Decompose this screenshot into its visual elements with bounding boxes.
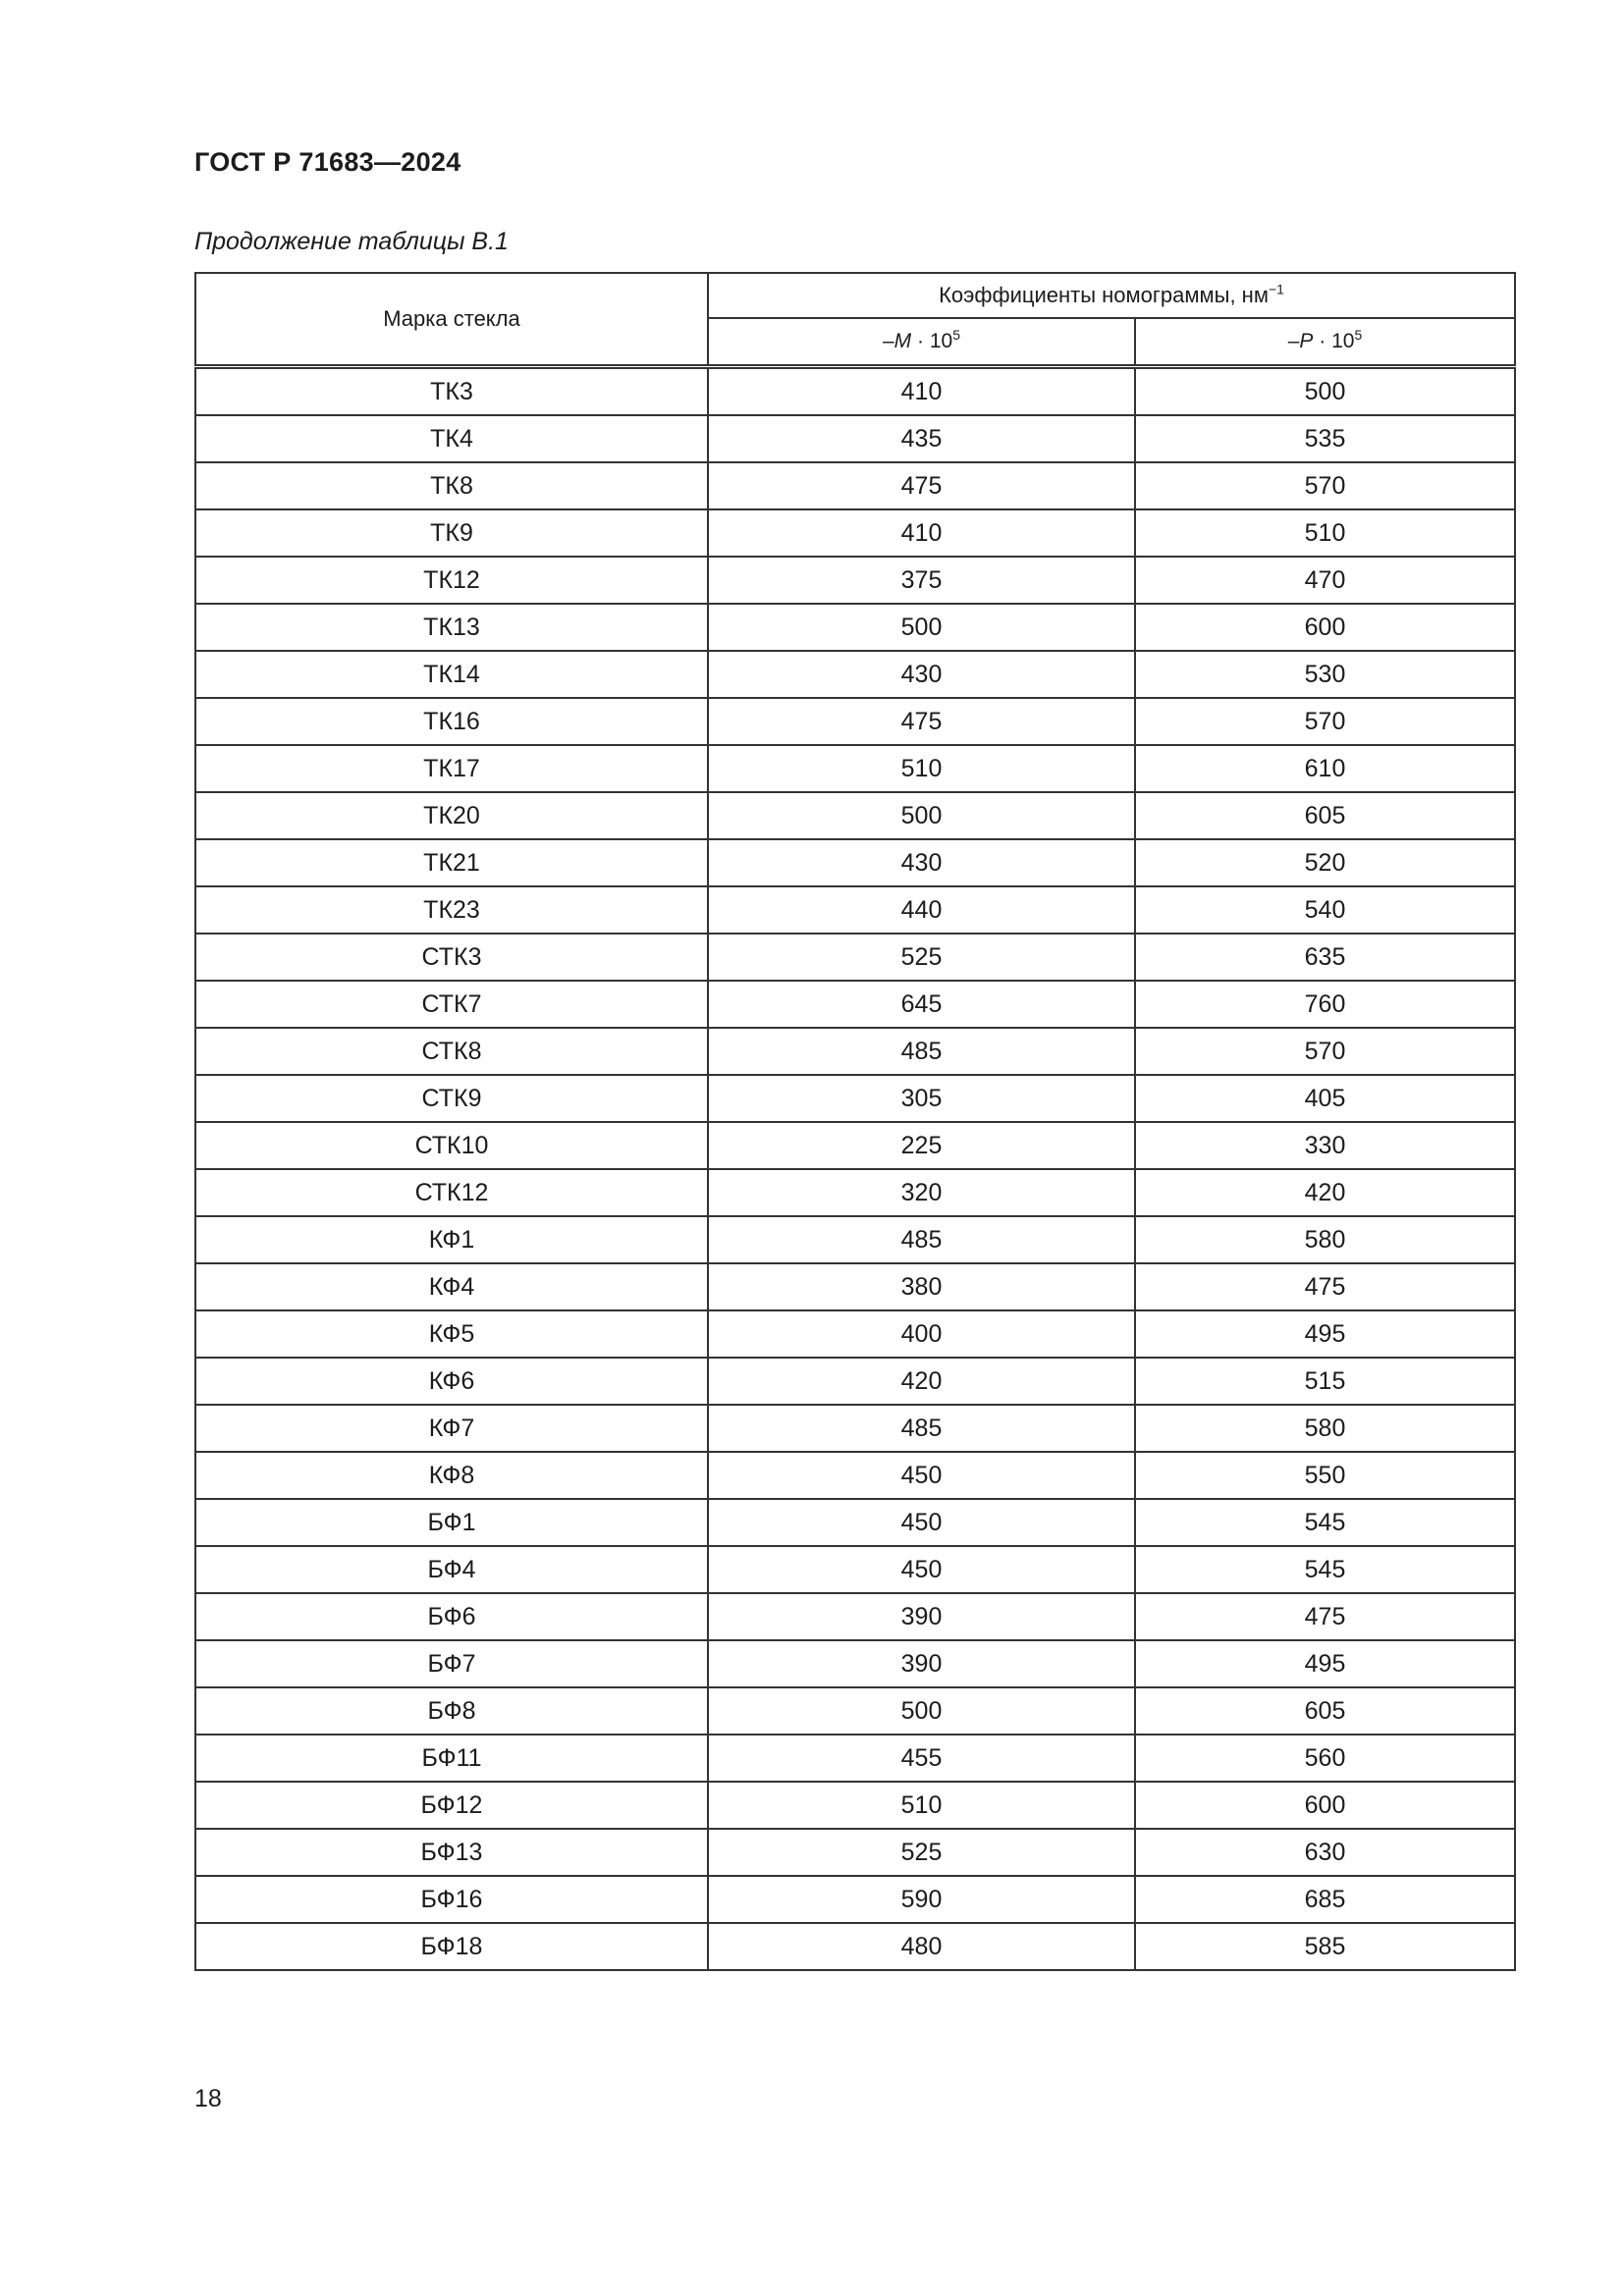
table-row — [195, 1075, 1515, 1122]
cell-m-value: 525 — [708, 934, 1135, 981]
table-row — [195, 1640, 1515, 1687]
cell-p-value: 600 — [1135, 604, 1515, 651]
cell-glass-brand: БФ1 — [195, 1499, 708, 1546]
cell-glass-brand: СТК9 — [195, 1075, 708, 1122]
cell-m-value: 645 — [708, 981, 1135, 1028]
table-row — [195, 415, 1515, 462]
cell-m-value: 485 — [708, 1216, 1135, 1263]
table-row — [195, 1546, 1515, 1593]
cell-p-value: 530 — [1135, 651, 1515, 698]
cell-glass-brand: БФ7 — [195, 1640, 708, 1687]
cell-glass-brand: БФ11 — [195, 1735, 708, 1782]
cell-glass-brand: ТК23 — [195, 886, 708, 934]
cell-glass-brand: ТК21 — [195, 839, 708, 886]
header-m-variable: M — [893, 330, 912, 352]
cell-glass-brand: БФ6 — [195, 1593, 708, 1640]
cell-m-value: 410 — [708, 509, 1135, 557]
table-row — [195, 792, 1515, 839]
header-m-coefficient — [708, 318, 1135, 367]
cell-glass-brand: КФ5 — [195, 1310, 708, 1358]
cell-p-value: 580 — [1135, 1405, 1515, 1452]
cell-m-value: 410 — [708, 367, 1135, 416]
coefficients-table-container — [194, 272, 1514, 1971]
cell-m-value: 500 — [708, 792, 1135, 839]
table-row — [195, 1923, 1515, 1970]
standard-title: ГОСТ Р 71683—2024 — [194, 147, 461, 177]
cell-glass-brand: КФ8 — [195, 1452, 708, 1499]
cell-glass-brand: ТК3 — [195, 367, 708, 416]
table-row — [195, 1310, 1515, 1358]
table-row — [195, 1829, 1515, 1876]
cell-glass-brand: БФ16 — [195, 1876, 708, 1923]
page-number: 18 — [194, 2085, 222, 2112]
header-p-exponent: 5 — [1354, 327, 1363, 343]
cell-glass-brand: БФ8 — [195, 1687, 708, 1735]
cell-m-value: 590 — [708, 1876, 1135, 1923]
table-body — [195, 367, 1515, 1971]
table-header — [195, 273, 1515, 367]
cell-glass-brand: ТК20 — [195, 792, 708, 839]
table-row — [195, 604, 1515, 651]
cell-m-value: 500 — [708, 604, 1135, 651]
cell-m-value: 305 — [708, 1075, 1135, 1122]
header-m-sign: – — [882, 330, 894, 352]
cell-glass-brand: СТК8 — [195, 1028, 708, 1075]
cell-m-value: 435 — [708, 415, 1135, 462]
cell-m-value: 475 — [708, 698, 1135, 745]
cell-glass-brand: КФ1 — [195, 1216, 708, 1263]
cell-m-value: 380 — [708, 1263, 1135, 1310]
cell-m-value: 525 — [708, 1829, 1135, 1876]
cell-m-value: 320 — [708, 1169, 1135, 1216]
cell-p-value: 570 — [1135, 1028, 1515, 1075]
cell-glass-brand: БФ12 — [195, 1782, 708, 1829]
cell-glass-brand: ТК16 — [195, 698, 708, 745]
cell-p-value: 610 — [1135, 745, 1515, 792]
cell-m-value: 455 — [708, 1735, 1135, 1782]
cell-glass-brand: ТК4 — [195, 415, 708, 462]
cell-p-value: 550 — [1135, 1452, 1515, 1499]
cell-p-value: 760 — [1135, 981, 1515, 1028]
cell-glass-brand: СТК10 — [195, 1122, 708, 1169]
cell-m-value: 390 — [708, 1640, 1135, 1687]
table-caption: Продолжение таблицы В.1 — [194, 228, 509, 255]
table-row — [195, 509, 1515, 557]
cell-glass-brand: ТК14 — [195, 651, 708, 698]
cell-glass-brand: СТК3 — [195, 934, 708, 981]
cell-m-value: 450 — [708, 1546, 1135, 1593]
cell-m-value: 430 — [708, 839, 1135, 886]
cell-p-value: 545 — [1135, 1499, 1515, 1546]
cell-p-value: 520 — [1135, 839, 1515, 886]
cell-p-value: 630 — [1135, 1829, 1515, 1876]
header-nomogram-exponent: −1 — [1268, 281, 1284, 297]
header-glass-brand-label: Марка стекла — [383, 306, 520, 331]
cell-glass-brand: ТК9 — [195, 509, 708, 557]
cell-m-value: 430 — [708, 651, 1135, 698]
cell-p-value: 545 — [1135, 1546, 1515, 1593]
cell-p-value: 420 — [1135, 1169, 1515, 1216]
table-row — [195, 745, 1515, 792]
cell-glass-brand: БФ18 — [195, 1923, 708, 1970]
cell-p-value: 585 — [1135, 1923, 1515, 1970]
cell-m-value: 450 — [708, 1499, 1135, 1546]
cell-p-value: 560 — [1135, 1735, 1515, 1782]
cell-glass-brand: БФ13 — [195, 1829, 708, 1876]
cell-p-value: 570 — [1135, 462, 1515, 509]
cell-p-value: 600 — [1135, 1782, 1515, 1829]
table-row — [195, 1169, 1515, 1216]
cell-glass-brand: ТК8 — [195, 462, 708, 509]
cell-m-value: 480 — [708, 1923, 1135, 1970]
table-row — [195, 1405, 1515, 1452]
cell-p-value: 475 — [1135, 1593, 1515, 1640]
cell-m-value: 225 — [708, 1122, 1135, 1169]
table-row — [195, 1499, 1515, 1546]
cell-glass-brand: БФ4 — [195, 1546, 708, 1593]
table-row — [195, 1593, 1515, 1640]
table-row — [195, 981, 1515, 1028]
cell-p-value: 500 — [1135, 367, 1515, 416]
cell-glass-brand: ТК13 — [195, 604, 708, 651]
cell-m-value: 400 — [708, 1310, 1135, 1358]
cell-p-value: 685 — [1135, 1876, 1515, 1923]
cell-p-value: 495 — [1135, 1640, 1515, 1687]
table-row — [195, 1263, 1515, 1310]
cell-p-value: 535 — [1135, 415, 1515, 462]
cell-p-value: 605 — [1135, 1687, 1515, 1735]
table-row — [195, 1358, 1515, 1405]
cell-m-value: 475 — [708, 462, 1135, 509]
cell-p-value: 330 — [1135, 1122, 1515, 1169]
table-row — [195, 367, 1515, 416]
cell-p-value: 635 — [1135, 934, 1515, 981]
cell-m-value: 510 — [708, 745, 1135, 792]
cell-glass-brand: ТК12 — [195, 557, 708, 604]
table-row — [195, 698, 1515, 745]
cell-p-value: 475 — [1135, 1263, 1515, 1310]
cell-p-value: 580 — [1135, 1216, 1515, 1263]
table-row — [195, 462, 1515, 509]
table-row — [195, 1735, 1515, 1782]
header-p-variable: P — [1299, 330, 1314, 352]
cell-m-value: 485 — [708, 1028, 1135, 1075]
cell-p-value: 495 — [1135, 1310, 1515, 1358]
header-m-exponent: 5 — [952, 327, 960, 343]
cell-p-value: 605 — [1135, 792, 1515, 839]
cell-p-value: 510 — [1135, 509, 1515, 557]
table-row — [195, 1687, 1515, 1735]
cell-glass-brand: КФ7 — [195, 1405, 708, 1452]
table-row — [195, 1216, 1515, 1263]
cell-p-value: 470 — [1135, 557, 1515, 604]
table-row — [195, 1028, 1515, 1075]
header-glass-brand — [195, 273, 708, 367]
table-row — [195, 1782, 1515, 1829]
table-row — [195, 1452, 1515, 1499]
header-p-sign: – — [1287, 330, 1300, 352]
cell-glass-brand: ТК17 — [195, 745, 708, 792]
cell-m-value: 485 — [708, 1405, 1135, 1452]
table-row — [195, 557, 1515, 604]
cell-m-value: 390 — [708, 1593, 1135, 1640]
table-row — [195, 1122, 1515, 1169]
cell-glass-brand: КФ6 — [195, 1358, 708, 1405]
table-row — [195, 886, 1515, 934]
header-nomogram-coefficients — [708, 273, 1515, 318]
cell-m-value: 510 — [708, 1782, 1135, 1829]
table-row — [195, 934, 1515, 981]
cell-m-value: 375 — [708, 557, 1135, 604]
cell-p-value: 515 — [1135, 1358, 1515, 1405]
header-nomogram-label: Коэффициенты номограммы, нм — [939, 283, 1269, 307]
header-m-multiplier: · 10 — [911, 330, 953, 352]
header-p-coefficient — [1135, 318, 1515, 367]
cell-m-value: 420 — [708, 1358, 1135, 1405]
cell-m-value: 440 — [708, 886, 1135, 934]
cell-glass-brand: СТК7 — [195, 981, 708, 1028]
header-p-multiplier: · 10 — [1313, 330, 1355, 352]
cell-p-value: 405 — [1135, 1075, 1515, 1122]
cell-glass-brand: СТК12 — [195, 1169, 708, 1216]
table-row — [195, 1876, 1515, 1923]
table-row — [195, 839, 1515, 886]
cell-p-value: 540 — [1135, 886, 1515, 934]
cell-glass-brand: КФ4 — [195, 1263, 708, 1310]
cell-m-value: 500 — [708, 1687, 1135, 1735]
table-row — [195, 651, 1515, 698]
coefficients-table — [194, 272, 1516, 1971]
cell-p-value: 570 — [1135, 698, 1515, 745]
cell-m-value: 450 — [708, 1452, 1135, 1499]
